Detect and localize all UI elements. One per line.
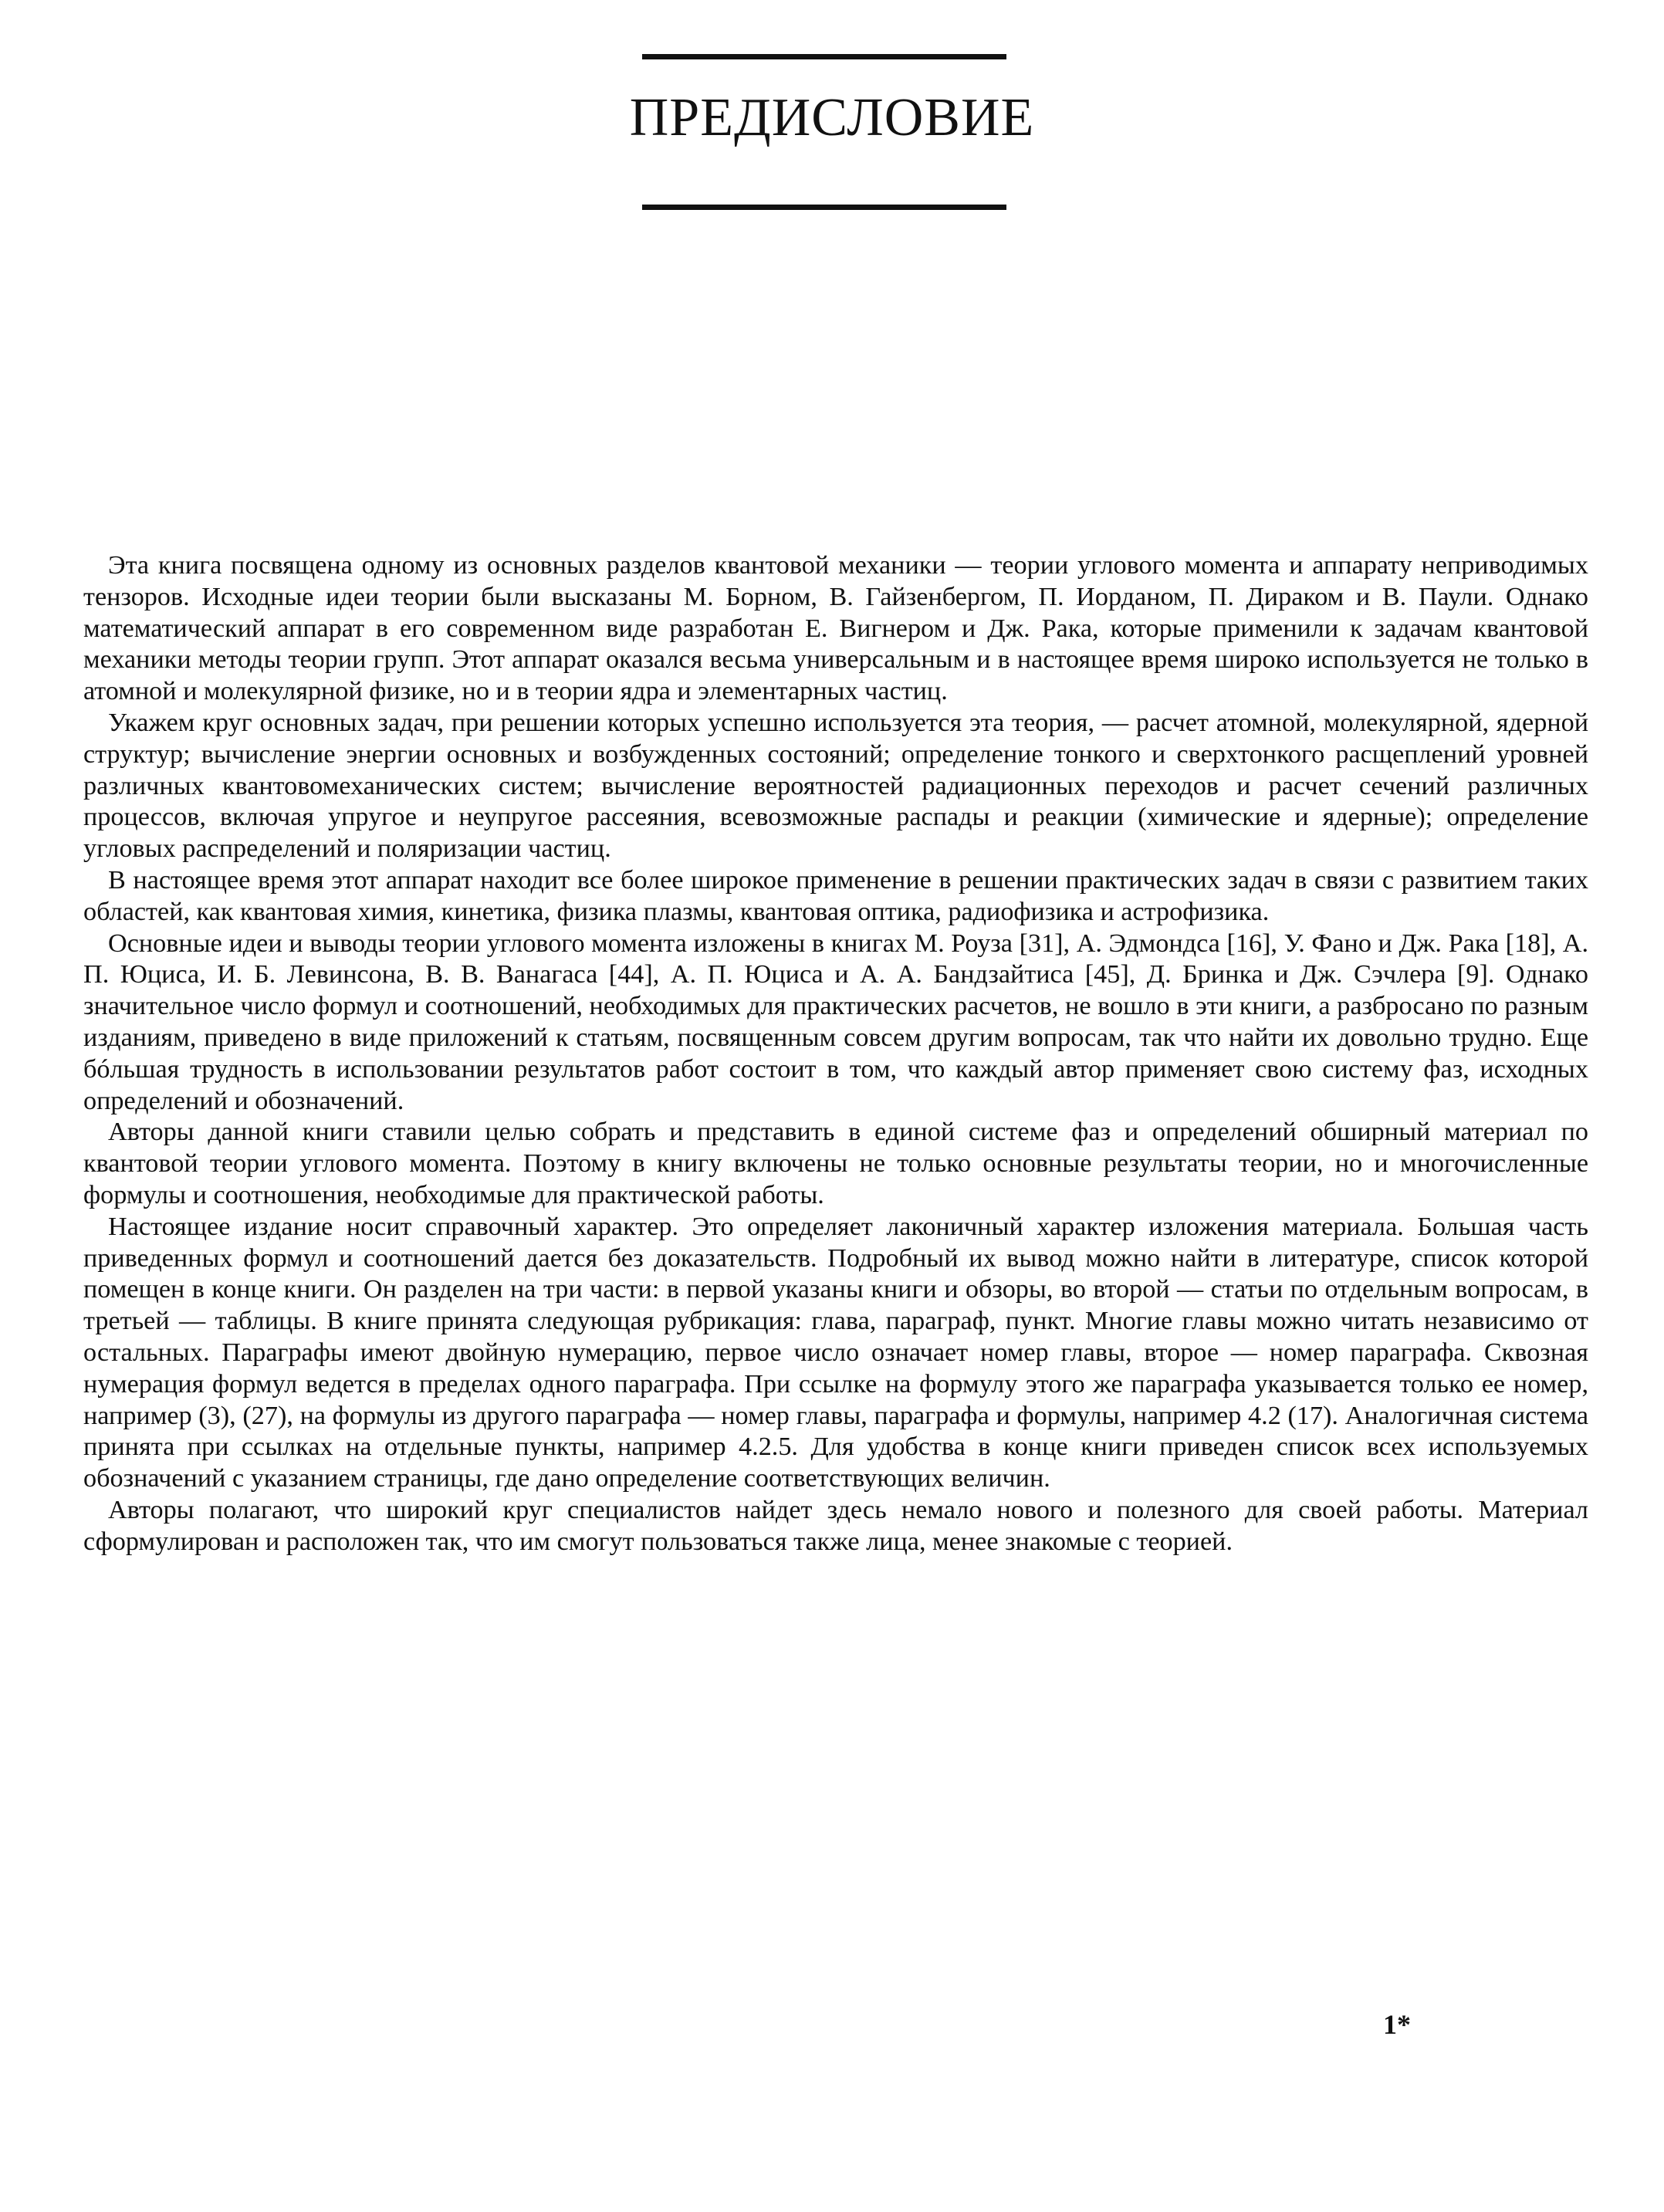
- page-number: 1*: [1383, 2009, 1411, 2040]
- title-rule-top: [642, 54, 1006, 59]
- paragraph-2: Укажем круг основных задач, при решении которых успешно используется эта теория, — расчет атомной, молекулярной, ядерной структур; вычисление энергии основных и возбужденных состояний; определение тонкого и сверхтонкого расщеплений уровней различных квантовомеханических систем; вычисление вероятностей радиационных переходов и расчет сечений различных процессов, включая упругое и неупругое рассеяния, всевозможные распады и реакции (химические и ядерные); определение угловых распределений и поляризации частиц.: [83, 708, 1588, 864]
- preface-body: [83, 550, 1588, 1558]
- paragraph-7: Авторы полагают, что широкий круг специалистов найдет здесь немало нового и полезного для своей работы. Материал сформулирован и расположен так, что им смогут пользоваться также лица, менее знакомые с теорией.: [83, 1495, 1588, 1556]
- paragraph-5: Авторы данной книги ставили целью собрать и представить в единой системе фаз и определений обширный материал по квантовой теории углового момента. Поэтому в книгу включены не только основные результаты теории, но и многочисленные формулы и соотношения, необходимые для практической работы.: [83, 1118, 1588, 1209]
- page-title: ПРЕДИСЛОВИЕ: [629, 88, 1035, 147]
- paragraph-3: В настоящее время этот аппарат находит все более широкое применение в решении практических задач в связи с развитием таких областей, как квантовая химия, кинетика, физика плазмы, квантовая оптика, радиофизика и астрофизика.: [83, 865, 1588, 926]
- paragraph-6: Настоящее издание носит справочный характер. Это определяет лаконичный характер изложения материала. Большая часть приведенных формул и соотношений дается без доказательств. Подробный их вывод можно найти в литературе, список которой помещен в конце книги. Он разделен на три части: в первой указаны книги и обзоры, во второй — статьи по отдельным вопросам, в третьей — таблицы. В книге принята следующая рубрикация: глава, параграф, пункт. Многие главы можно читать независимо от остальных. Параграфы имеют двойную нумерацию, первое число означает номер главы, второе — номер параграфа. Сквозная нумерация формул ведется в пределах одного параграфа. При ссылке на формулу этого же параграфа указывается только ее номер, например (3), (27), на формулы из другого параграфа — номер главы, параграфа и формулы, например 4.2 (17). Аналогичная система принята при ссылках на отдельные пункты, например 4.2.5. Для удобства в конце книги приведен список всех используемых обозначений с указанием страницы, где дано определение соответствующих величин.: [83, 1212, 1588, 1493]
- paragraph-1: Эта книга посвящена одному из основных разделов квантовой механики — теории углового момента и аппарату неприводимых тензоров. Исходные идеи теории были высказаны М. Борном, В. Гайзенбергом, П. Иорданом, П. Дираком и В. Паули. Однако математический аппарат в его современном виде разработан Е. Вигнером и Дж. Рака, которые применили к задачам квантовой механики методы теории групп. Этот аппарат оказался весьма универсальным и в настоящее время широко используется не только в атомной и молекулярной физике, но и в теории ядра и элементарных частиц.: [83, 551, 1588, 706]
- title-rule-bottom: [642, 205, 1006, 210]
- paragraph-4: Основные идеи и выводы теории углового момента изложены в книгах М. Роуза [31], А. Эдмондса [16], У. Фано и Дж. Рака [18], А. П. Юциса, И. Б. Левинсона, В. В. Ванагаса [44], А. П. Юциса и А. А. Бандзайтиса [45], Д. Бринка и Дж. Сэчлера [9]. Однако значительное число формул и соотношений, необходимых для практических расчетов, не вошло в эти книги, а разбросано по разным изданиям, приведено в виде приложений к статьям, посвященным совсем другим вопросам, так что найти их довольно трудно. Еще бóльшая трудность в использовании результатов работ состоит в том, что каждый автор применяет свою систему фаз, исходных определений и обозначений.: [83, 928, 1588, 1115]
